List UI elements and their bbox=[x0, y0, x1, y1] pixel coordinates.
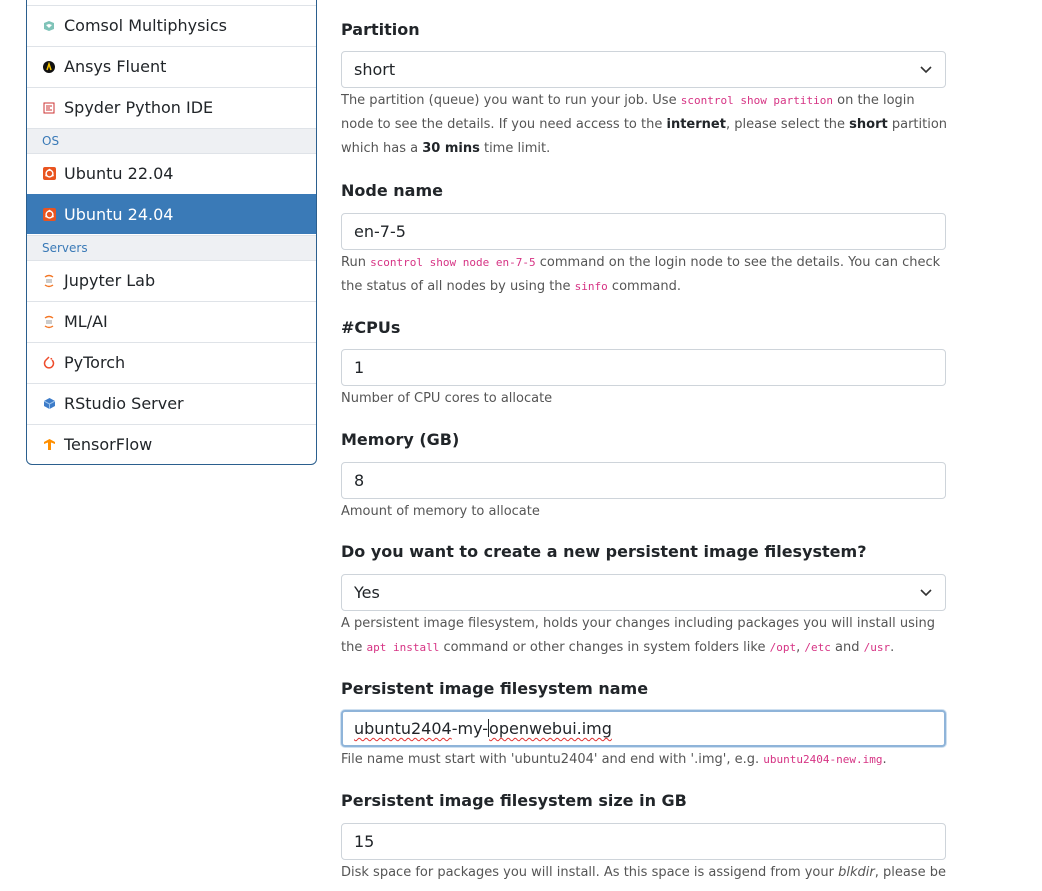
jupyter-icon bbox=[42, 274, 56, 288]
memory-input[interactable] bbox=[341, 462, 946, 499]
image-name-value-part3: openwebui.img bbox=[489, 719, 612, 738]
ubuntu-icon bbox=[42, 167, 56, 181]
memory-help: Amount of memory to allocate bbox=[341, 504, 540, 519]
sidebar-item-label: ML/AI bbox=[64, 312, 108, 331]
app-sidebar bbox=[26, 0, 317, 465]
sidebar-item-ubuntu-2404[interactable] bbox=[27, 194, 316, 234]
sidebar-item-rstudio[interactable] bbox=[27, 383, 316, 423]
sidebar-item-pytorch[interactable] bbox=[27, 342, 316, 382]
sidebar-item-label: RStudio Server bbox=[64, 394, 184, 413]
image-size-label: Persistent image filesystem size in GB bbox=[341, 791, 687, 810]
sidebar-item-label: Jupyter Lab bbox=[64, 271, 156, 290]
sidebar-item-label: Spyder Python IDE bbox=[64, 98, 214, 117]
memory-label: Memory (GB) bbox=[341, 430, 460, 449]
sidebar-item-ansys[interactable] bbox=[27, 46, 316, 86]
cpus-label: #CPUs bbox=[341, 318, 401, 337]
persistent-help: A persistent image filesystem, holds your changes including packages you will install using the apt install command or other changes in system folders like /opt, /etc and /usr. bbox=[341, 616, 936, 655]
sidebar-item-label: Comsol Multiphysics bbox=[64, 16, 227, 35]
spyder-icon bbox=[42, 101, 56, 115]
sidebar-item-ubuntu-2204[interactable] bbox=[27, 153, 316, 193]
node-name-label: Node name bbox=[341, 181, 443, 200]
node-name-value: en-7-5 bbox=[354, 222, 406, 241]
chevron-down-icon bbox=[919, 64, 933, 74]
partition-label: Partition bbox=[341, 20, 420, 39]
image-size-value: 15 bbox=[354, 832, 375, 851]
cpus-value: 1 bbox=[354, 358, 365, 377]
sidebar-item-label: Ubuntu 24.04 bbox=[64, 205, 174, 224]
jupyter-icon bbox=[42, 315, 56, 329]
image-name-input[interactable] bbox=[341, 710, 946, 747]
sidebar-item-jupyter-lab[interactable] bbox=[27, 260, 316, 300]
image-name-value-part1: ubuntu2404 bbox=[354, 719, 452, 738]
sidebar-item-comsol[interactable] bbox=[27, 5, 316, 45]
memory-value: 8 bbox=[354, 471, 365, 490]
persistent-select[interactable] bbox=[341, 574, 946, 611]
sidebar-item-label: TensorFlow bbox=[64, 435, 153, 454]
partition-help: The partition (queue) you want to run your job. Use scontrol show partition on the login node to see the details. If you need access to the internet, please select the short partition which has a 30 mins time limit. bbox=[341, 93, 948, 156]
cpus-help: Number of CPU cores to allocate bbox=[341, 391, 553, 406]
image-name-label: Persistent image filesystem name bbox=[341, 679, 649, 698]
persistent-label: Do you want to create a new persistent image filesystem? bbox=[341, 542, 867, 561]
image-size-help: Disk space for packages you will install. As this space is assigend from your blkdir, please be bbox=[341, 865, 946, 880]
sidebar-item-label: PyTorch bbox=[64, 353, 126, 372]
rstudio-icon bbox=[42, 397, 56, 411]
pytorch-icon bbox=[42, 356, 56, 370]
persistent-value: Yes bbox=[354, 583, 380, 602]
ubuntu-icon bbox=[42, 208, 56, 222]
sidebar-header-os: OS bbox=[27, 128, 316, 153]
image-name-help: File name must start with 'ubuntu2404' and end with '.img', e.g. ubuntu2404-new.img. bbox=[341, 752, 887, 767]
sidebar-item-spyder[interactable] bbox=[27, 87, 316, 127]
sidebar-item-label: Ubuntu 22.04 bbox=[64, 164, 174, 183]
sidebar-item-ml-ai[interactable] bbox=[27, 301, 316, 341]
sidebar-item-tensorflow[interactable] bbox=[27, 424, 316, 464]
image-name-value-part2: -my- bbox=[451, 719, 489, 738]
cpus-input[interactable] bbox=[341, 349, 946, 386]
chevron-down-icon bbox=[919, 587, 933, 597]
tensorflow-icon bbox=[42, 438, 56, 452]
partition-value: short bbox=[354, 60, 396, 79]
node-name-input[interactable] bbox=[341, 213, 946, 250]
partition-select[interactable] bbox=[341, 51, 946, 88]
sidebar-header-servers: Servers bbox=[27, 235, 316, 260]
comsol-icon bbox=[42, 19, 56, 33]
node-name-help: Run scontrol show node en-7-5 command on the login node to see the details. You can check the status of all nodes by using the sinfo command. bbox=[341, 255, 941, 294]
sidebar-item-label: Ansys Fluent bbox=[64, 57, 167, 76]
ansys-icon bbox=[42, 60, 56, 74]
image-size-input[interactable] bbox=[341, 823, 946, 860]
